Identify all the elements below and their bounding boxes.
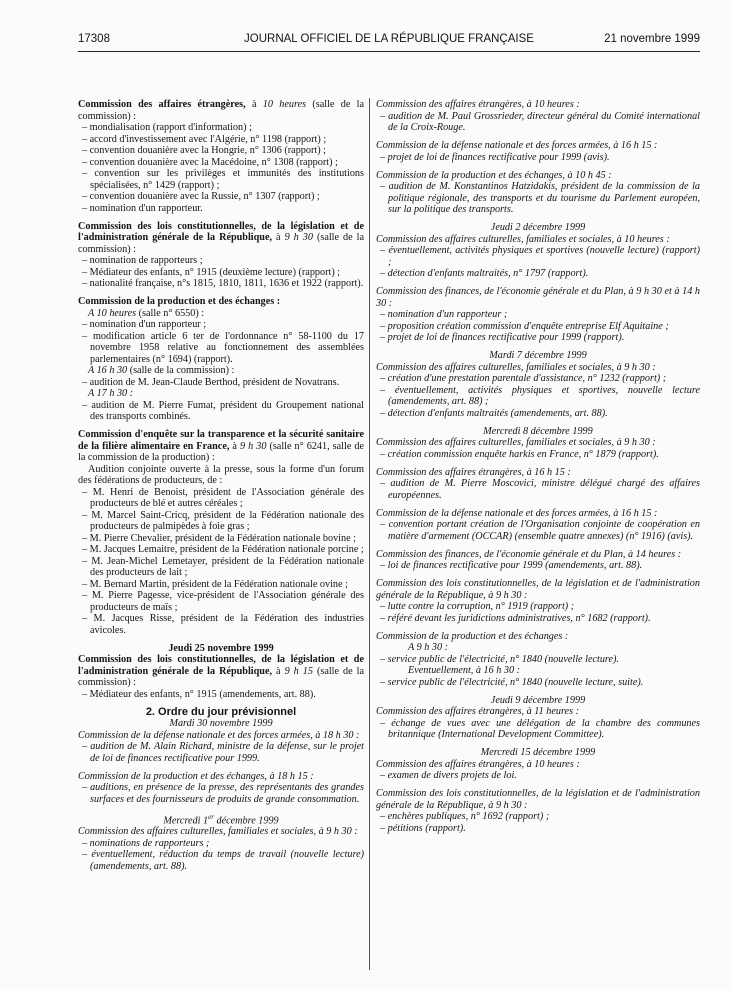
meeting-block [78, 296, 364, 423]
page-number: 17308 [78, 33, 110, 45]
agenda-item: – nominations de rapporteurs ; [82, 837, 210, 849]
agenda-item: – échange de vues avec une délégation de la chambre des communes britannique (International Development Committee). [380, 717, 700, 740]
agenda-item: – détection d'enfants maltraités (amendements, art. 88). [380, 407, 608, 419]
meeting-time: 10 heures [262, 99, 307, 110]
meeting-heading: Commission de la production et des échanges : [376, 630, 569, 642]
agenda-item: – nomination d'un rapporteur. [82, 202, 203, 214]
meeting-block [78, 771, 364, 806]
date-heading: Mercredi 15 décembre 1999 [480, 747, 596, 758]
meeting-block [376, 140, 700, 163]
agenda-item: – audition de M. Konstantinos Hatzidakis, président de la commission de la politique régionale, des transports et du tourisme du Parlement européen, sur la politique des transports. [380, 181, 700, 215]
date-heading: Jeudi 9 décembre 1999 [490, 694, 586, 706]
agenda-item: – création d'une prestation parentale d'assistance, n° 1232 (rapport) ; [380, 373, 667, 384]
agenda-item: – enchères publiques, n° 1692 (rapport) ; [380, 811, 550, 822]
agenda-item: – M. Jacques Risse, président de la Fédération des industries avicoles. [82, 613, 364, 636]
agenda-list [376, 770, 700, 782]
agenda-item: – pétitions (rapport). [380, 822, 466, 834]
agenda-item: – lutte contre la corruption, n° 1919 (rapport) ; [380, 601, 575, 612]
agenda-item: – éventuellement, activités physiques et sportives (nouvelle lecture) (rapport) ; [380, 245, 700, 268]
issue-date: 21 novembre 1999 [604, 33, 700, 45]
meeting-block [376, 362, 700, 420]
agenda-item: – nomination d'un rapporteur ; [380, 309, 508, 320]
meeting-heading: Commission des lois constitutionnelles, de la législation et de l'administration générale de la République, à 9 h 30 (salle de la commission) : [78, 220, 364, 255]
agenda-item: – M. Pierre Pagesse, vice-président de l'Association générale des producteurs de maïs ; [82, 590, 364, 613]
agenda-list [376, 449, 700, 461]
meeting-heading: Commission de la défense nationale et des forces armées, à 18 h 30 : [78, 729, 360, 741]
agenda-list [376, 111, 700, 134]
agenda-list [376, 811, 700, 834]
meeting-heading: Commission de la défense nationale et des forces armées, à 16 h 15 : [376, 507, 658, 519]
agenda-list [78, 689, 364, 701]
agenda-list [376, 478, 700, 501]
agenda-item: – loi de finances rectificative pour 1999 (amendements, art. 88). [380, 560, 643, 571]
meeting-block [376, 99, 700, 134]
agenda-list [376, 181, 700, 216]
date-heading: Jeudi 25 novembre 1999 [168, 642, 274, 654]
agenda-item: – examen de divers projets de loi. [380, 770, 517, 781]
agenda-list [78, 400, 364, 423]
meeting-block [376, 437, 700, 460]
agenda-item: – M. Jean-Michel Lemetayer, président de la Fédération nationale des producteurs de lait ; [82, 555, 364, 578]
agenda-item: – nomination d'un rapporteur ; [82, 319, 207, 330]
date-heading: Mercredi 1er décembre 1999 [163, 812, 279, 826]
meeting-heading: Commission des lois constitutionnelles, de la législation et de l'administration générale de la République, à 9 h 30 : [376, 788, 700, 811]
meeting-heading: Commission des affaires étrangères, à 10 heures (salle de la commission) : [78, 99, 364, 122]
meeting-heading: Commission de la production et des échanges, à 18 h 15 : [78, 770, 314, 782]
date-heading: Mardi 7 décembre 1999 [489, 350, 587, 361]
session-time: Eventuellement, à 16 h 30 : [408, 665, 521, 676]
agenda-list [78, 377, 364, 389]
agenda-item: – Médiateur des enfants, n° 1915 (amendements, art. 88). [82, 688, 316, 700]
session-time: A 9 h 30 : [408, 642, 448, 653]
meeting-block [78, 429, 364, 636]
agenda-item: – M. Marcel Saint-Cricq, président de la Fédération nationale des producteurs de palmipèdes à foie gras ; [82, 509, 364, 532]
agenda-list [78, 782, 364, 805]
meeting-block [376, 706, 700, 741]
header-rule [78, 51, 700, 52]
agenda-item: – projet de loi de finances rectificative pour 1999 (rapport). [380, 332, 625, 343]
committee-name: Commission d'enquête sur la transparence et la sécurité sanitaire de la filière alimentaire en France, [78, 429, 364, 452]
agenda-item: – convention sur les privilèges et immunités des institutions spécialisées, n° 1429 (rapport) ; [82, 168, 364, 191]
agenda-list [376, 373, 700, 419]
meeting-block [376, 578, 700, 624]
agenda-list [376, 718, 700, 741]
agenda-item: – éventuellement, réduction du temps de travail (nouvelle lecture) (amendements, art. 88). [82, 849, 364, 872]
meeting-block [376, 759, 700, 782]
committee-name: Commission des lois constitutionnelles, de la législation et de l'administration générale de la République, [78, 654, 364, 677]
section-title: 2. Ordre du jour prévisionnel [145, 705, 297, 718]
agenda-item: – audition de M. Paul Grossrieder, directeur général du Comité international de la Croix-Rouge. [380, 110, 700, 133]
date-heading: Jeudi 2 décembre 1999 [490, 222, 586, 233]
meeting-heading: Commission d'enquête sur la transparence et la sécurité sanitaire de la filière alimentaire en France, à 9 h 30 (salle n° 6241, salle de la commission de la production) : [78, 429, 364, 463]
agenda-item: – auditions, en présence de la presse, des représentants des grandes surfaces et des fournisseurs de produits de grande consommation. [82, 782, 364, 805]
agenda-item: – convention douanière avec la Macédoine, n° 1308 (rapport) ; [82, 156, 338, 168]
meeting-heading: Commission des affaires culturelles, familiales et sociales, à 9 h 30 : [78, 826, 358, 838]
agenda-item: – M. Jacques Lemaitre, président de la Fédération nationale porcine ; [82, 544, 364, 555]
agenda-item: – projet de loi de finances rectificative pour 1999 (avis). [380, 151, 610, 163]
agenda-item: – modification article 6 ter de l'ordonnance n° 58-1100 du 17 novembre 1958 relative au fonctionnement des assemblées parlementaires (n° 1694) (rapport). [82, 330, 364, 365]
agenda-item: – proposition création commission d'enquête entreprise Elf Aquitaine ; [380, 320, 669, 332]
meeting-heading: Commission des affaires étrangères, à 16 h 15 : [376, 466, 571, 478]
agenda-list [78, 487, 364, 637]
agenda-list [376, 309, 700, 344]
agenda-list [78, 122, 364, 214]
meeting-heading: Commission des affaires étrangères, à 11 heures : [376, 706, 579, 717]
date-heading: Mercredi 8 décembre 1999 [483, 425, 593, 437]
meeting-block [376, 467, 700, 502]
agenda-item: – M. Henri de Benoist, président de l'Association générale des producteurs de blé et autres céréales ; [82, 486, 364, 509]
page-header [78, 33, 700, 49]
meeting-heading: Commission des affaires étrangères, à 10 heures : [376, 758, 580, 770]
agenda-item: – nationalité française, n°s 1815, 1810, 1811, 1636 et 1922 (rapport). [82, 278, 364, 289]
meeting-block [78, 730, 364, 765]
session-time: A 10 heures (salle n° 6550) : [88, 307, 205, 319]
column-divider [369, 98, 370, 970]
meeting-block [376, 170, 700, 216]
agenda-item: – convention portant création de l'Organisation conjointe de coopération en matière d'armement (OCCAR) (ensemble quatre annexes) (n° 1916) (avis). [380, 519, 700, 542]
agenda-item: – convention douanière avec la Hongrie, n° 1306 (rapport) ; [82, 145, 326, 156]
agenda-item: – audition de M. Alain Richard, ministre de la défense, sur le projet de loi de finances rectificative pour 1999. [82, 741, 364, 764]
meeting-time: 9 h 30 [239, 440, 267, 452]
meeting-block [78, 221, 364, 290]
meeting-block [376, 286, 700, 344]
agenda-item: – audition de M. Pierre Moscovici, ministre délégué chargé des affaires européennes. [380, 478, 700, 501]
meeting-heading: Commission des lois constitutionnelles, de la législation et de l'administration générale de la République, à 9 h 30 : [376, 578, 700, 601]
agenda-item: – service public de l'électricité, n° 1840 (nouvelle lecture). [380, 653, 619, 665]
meeting-time: 9 h 30 [284, 232, 313, 243]
agenda-item: – mondialisation (rapport d'information) ; [82, 122, 252, 133]
committee-name: Commission des affaires étrangères, [78, 99, 246, 110]
agenda-list [376, 654, 700, 666]
meeting-heading: Commission des finances, de l'économie générale et du Plan, à 9 h 30 et à 14 h 30 : [376, 286, 700, 309]
agenda-item: – éventuellement, activités physiques et sportives, nouvelle lecture (amendements, art. 88) ; [380, 384, 700, 407]
meeting-block [376, 508, 700, 543]
meeting-heading: Commission de la production et des échanges, à 10 h 45 : [376, 169, 612, 181]
agenda-item: – convention douanière avec la Russie, n° 1307 (rapport) ; [82, 191, 320, 202]
intro-text: Audition conjointe ouverte à la presse, sous la forme d'un forum des fédérations de producteurs, de : [78, 463, 364, 486]
agenda-list [376, 677, 700, 689]
meeting-heading: Commission des affaires étrangères, à 10 heures : [376, 99, 580, 110]
agenda-item: – accord d'investissement avec l'Algérie, n° 1198 (rapport) ; [82, 133, 327, 145]
meeting-block [78, 826, 364, 872]
agenda-item: – référé devant les juridictions administratives, n° 1682 (rapport). [380, 612, 651, 624]
agenda-list [376, 560, 700, 572]
meeting-block [78, 99, 364, 214]
meeting-block [376, 549, 700, 572]
agenda-item: – audition de M. Jean-Claude Berthod, président de Novatrans. [82, 376, 340, 388]
agenda-list [376, 519, 700, 542]
agenda-list [376, 152, 700, 164]
agenda-item: – service public de l'électricité, n° 1840 (nouvelle lecture, suite). [380, 676, 644, 688]
meeting-block [376, 788, 700, 834]
meeting-heading: Commission des affaires culturelles, familiales et sociales, à 9 h 30 : [376, 437, 656, 448]
date-heading: Mardi 30 novembre 1999 [169, 718, 273, 729]
meeting-heading: Commission des affaires culturelles, familiales et sociales, à 9 h 30 : [376, 361, 656, 373]
agenda-item: – nomination de rapporteurs ; [82, 255, 203, 266]
journal-title: JOURNAL OFFICIEL DE LA RÉPUBLIQUE FRANÇAISE [244, 33, 534, 45]
meeting-heading: Commission des lois constitutionnelles, de la législation et de l'administration générale de la République, à 9 h 15 (salle de la commission) : [78, 654, 364, 688]
meeting-heading: Commission des finances, de l'économie générale et du Plan, à 14 heures : [376, 548, 682, 560]
meeting-heading: Commission de la défense nationale et des forces armées, à 16 h 15 : [376, 140, 658, 151]
agenda-item: – M. Pierre Chevalier, président de la Fédération nationale bovine ; [82, 532, 357, 544]
meeting-heading [78, 296, 364, 308]
committee-name: Commission de la production et des échanges : [78, 296, 281, 307]
meeting-heading: Commission des affaires culturelles, familiales et sociales, à 10 heures : [376, 233, 670, 245]
agenda-item: – M. Bernard Martin, président de la Fédération nationale ovine ; [82, 578, 348, 590]
agenda-list [78, 741, 364, 764]
meeting-block [78, 654, 364, 700]
agenda-list [78, 255, 364, 290]
agenda-list [78, 319, 364, 365]
agenda-item: – détection d'enfants maltraités, n° 1797 (rapport). [380, 268, 589, 279]
meeting-block [376, 631, 700, 689]
committee-name: Commission des lois constitutionnelles, de la législation et de l'administration générale de la République, [78, 220, 364, 243]
agenda-item: – création commission enquête harkis en France, n° 1879 (rapport). [380, 448, 659, 460]
session-time: A 17 h 30 : [88, 388, 134, 399]
meeting-time: 9 h 15 [284, 665, 313, 677]
meeting-block [376, 234, 700, 280]
agenda-list [78, 838, 364, 873]
session-time: A 16 h 30 (salle de la commission) : [88, 365, 235, 376]
right-column [376, 99, 700, 841]
agenda-list [376, 245, 700, 280]
agenda-item: – audition de M. Pierre Fumat, président du Groupement national des transports combinés. [82, 399, 364, 422]
left-column [78, 99, 364, 879]
agenda-list [376, 601, 700, 624]
agenda-item: – Médiateur des enfants, n° 1915 (deuxième lecture) (rapport) ; [82, 266, 341, 278]
